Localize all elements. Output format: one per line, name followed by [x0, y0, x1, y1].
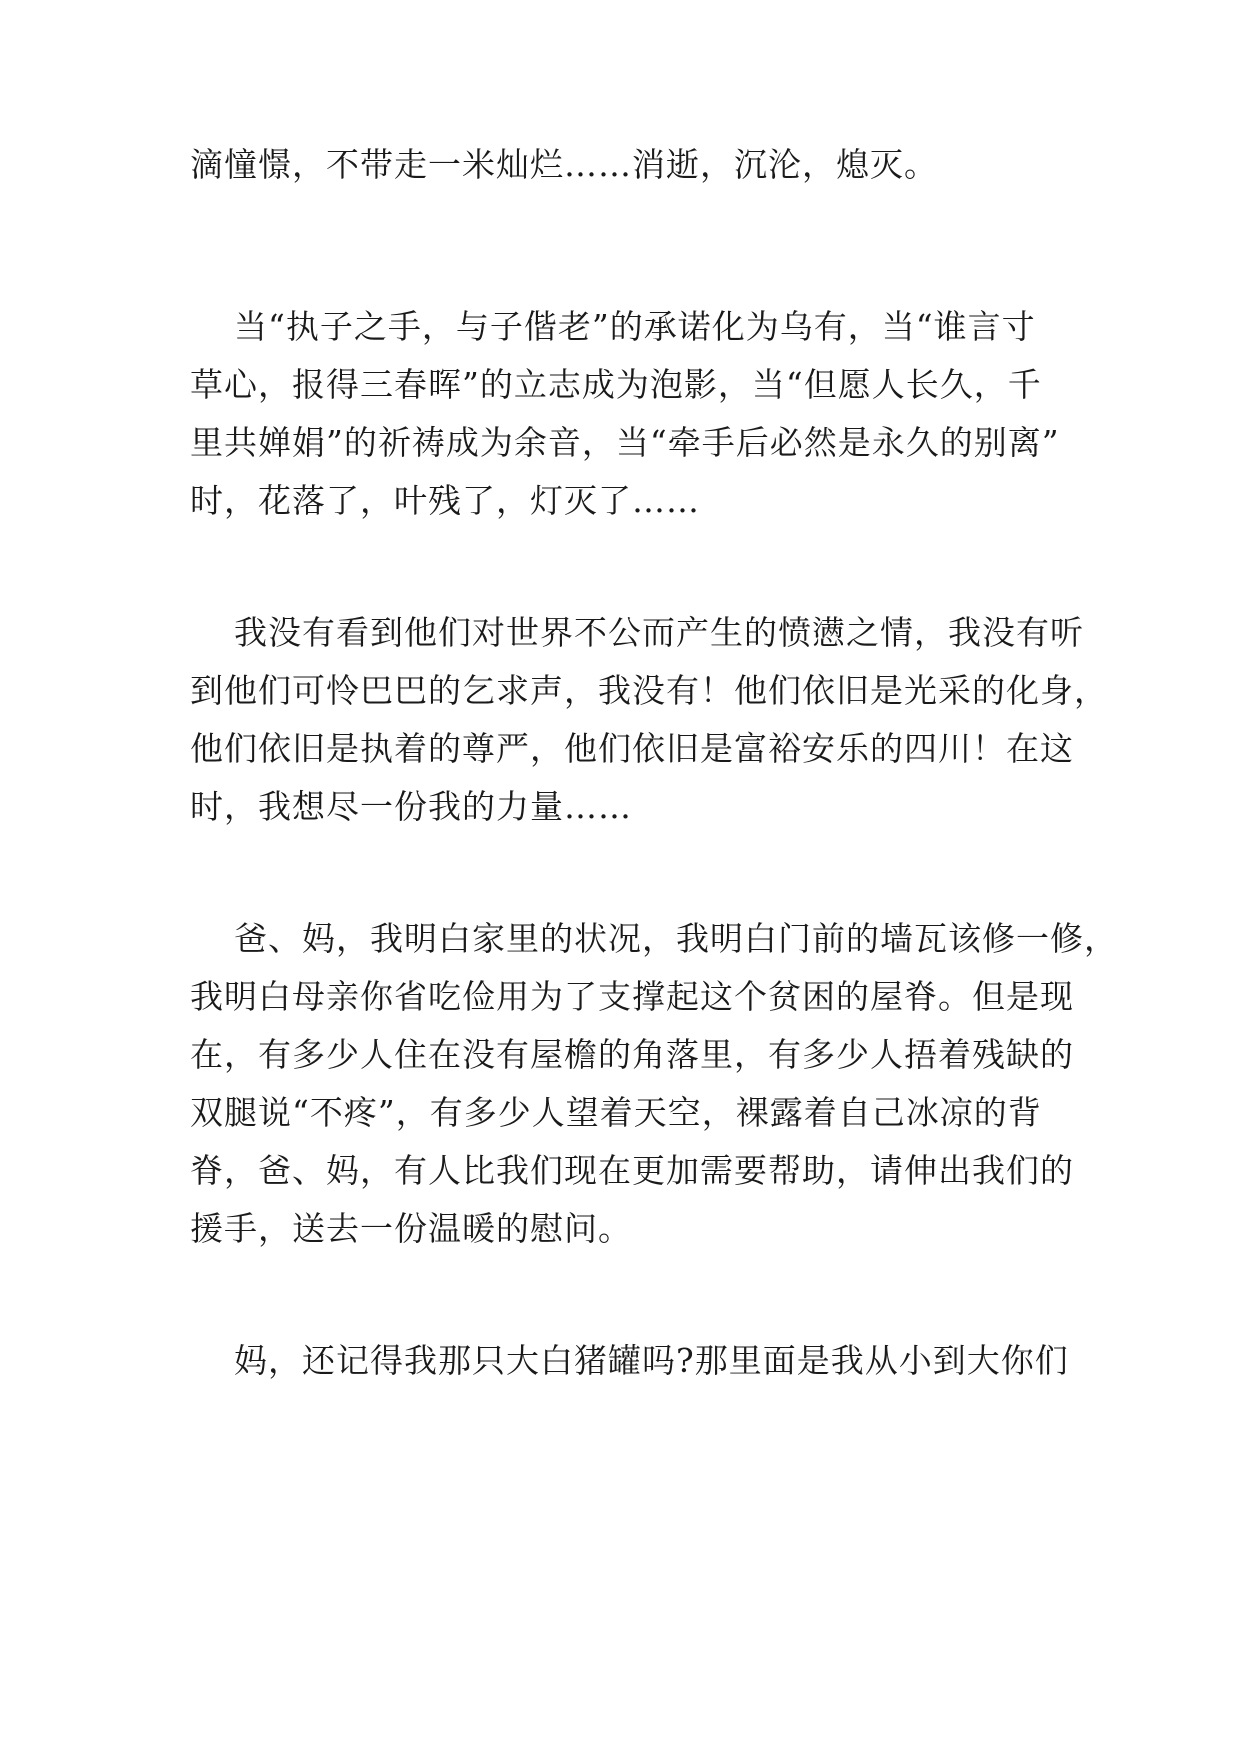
paragraph-3 — [190, 604, 1108, 836]
text-line: 时，花落了，叶残了，灯灭了…… — [190, 481, 700, 520]
text-line: 草心，报得三春晖”的立志成为泡影，当“但愿人长久，千 — [190, 365, 1042, 404]
paragraph-5 — [190, 1332, 1070, 1390]
text-line: 时，我想尽一份我的力量…… — [190, 787, 632, 826]
paragraph-1 — [190, 136, 1070, 194]
paragraph-2 — [190, 298, 1070, 530]
text-line: 在，有多少人住在没有屋檐的角落里，有多少人捂着残缺的 — [190, 1035, 1074, 1074]
text-line: 里共婵娟”的祈祷成为余音，当“牵手后必然是永久的别离” — [190, 423, 1060, 462]
paragraph-4 — [190, 910, 1118, 1258]
text-line: 我没有看到他们对世界不公而产生的愤懑之情，我没有听 — [234, 613, 1084, 652]
text-line: 爸、妈，我明白家里的状况，我明白门前的墙瓦该修一修， — [234, 919, 1118, 958]
text-line: 妈，还记得我那只大白猪罐吗?那里面是我从小到大你们 — [234, 1341, 1069, 1380]
text-line: 我明白母亲你省吃俭用为了支撑起这个贫困的屋脊。但是现 — [190, 977, 1074, 1016]
text-line: 当“执子之手，与子偕老”的承诺化为乌有，当“谁言寸 — [234, 307, 1036, 346]
text-line: 脊，爸、妈，有人比我们现在更加需要帮助，请伸出我们的 — [190, 1151, 1074, 1190]
text-line: 援手，送去一份温暖的慰问。 — [190, 1209, 632, 1248]
text-line: 他们依旧是执着的尊严，他们依旧是富裕安乐的四川！在这 — [190, 729, 1074, 768]
text-line: 滴憧憬，不带走一米灿烂……消逝，沉沦，熄灭。 — [190, 145, 938, 184]
text-line: 双腿说“不疼”，有多少人望着天空，裸露着自己冰凉的背 — [190, 1093, 1042, 1132]
text-line: 到他们可怜巴巴的乞求声，我没有！他们依旧是光采的化身， — [190, 671, 1108, 710]
